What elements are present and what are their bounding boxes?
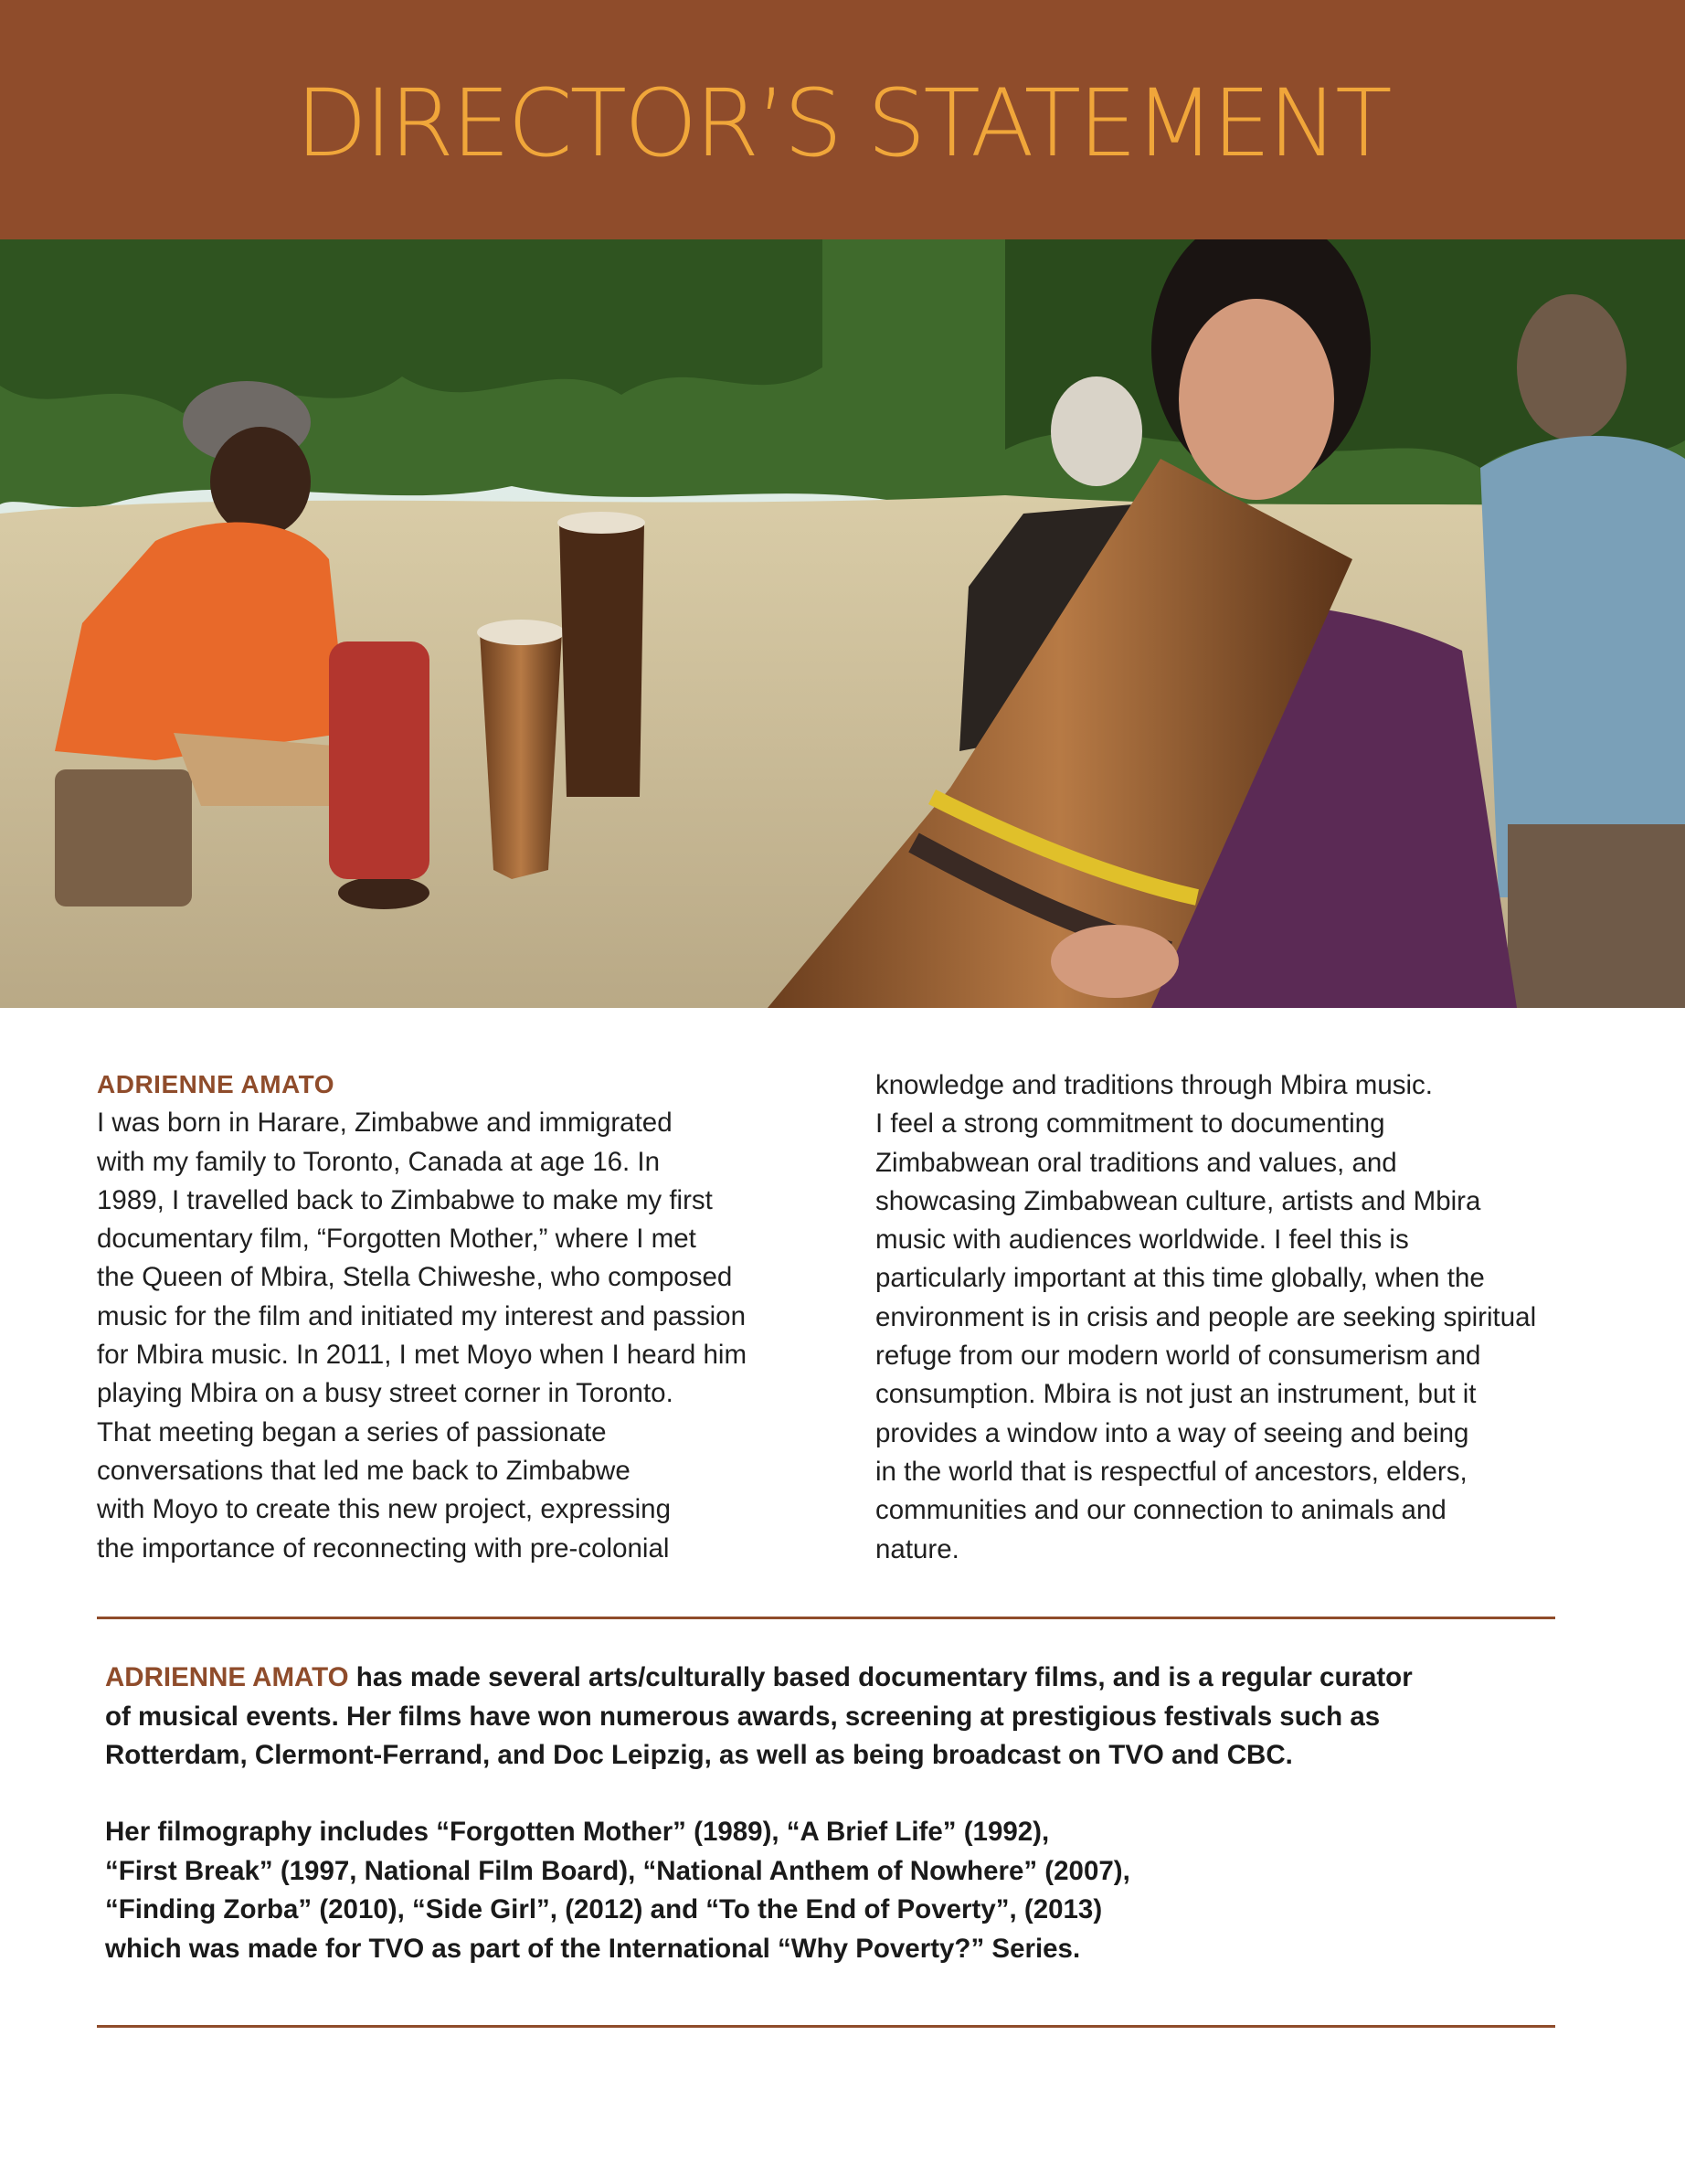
filmography-text: Her filmography includes “Forgotten Mother” (1989), “A Brief Life” (1992), “First Break” (1997, National Film Board), “National Anthem of Nowhere” (2007), “Finding Zorba” (2010), “Side Girl”, (2012) and “To the End of Poverty”, (2013) which was made for TVO as part of the International “Why Poverty?” Series. (105, 1817, 1130, 1964)
divider-top (97, 1617, 1555, 1619)
bio-filmography (105, 1813, 1585, 1968)
statement-text-right: knowledge and traditions through Mbira music. I feel a strong commitment to documenting Zimbabwean oral traditions and values, and showcasing Zimbabwean culture, artists and Mbira music with audiences worldwide. I feel this is particularly important at this time globally, when the environment is in crisis and people are seeking spiritual refuge from our modern world of consumerism and consumption. Mbira is not just an instrument, but it provides a window into a way of seeing and being in the world that is respectful of ancestors, elders, communities and our connection to animals and nature. (875, 1070, 1537, 1564)
divider-bottom (97, 2025, 1555, 2028)
statement-right-column (875, 1066, 1597, 1569)
bio-intro-text: has made several arts/culturally based documentary films, and is a regular curator of musical events. Her films have won numerous awards, screening at prestigious festivals such as Rotterdam, Clermont-Ferrand, and Doc Leipzig, as well as being broadcast on TVO and CBC. (105, 1662, 1413, 1770)
photo-drum-circle (0, 239, 1685, 1008)
bio-intro (105, 1659, 1585, 1776)
statement-author-name: ADRIENNE AMATO (97, 1070, 335, 1098)
bio-author-name: ADRIENNE AMATO (105, 1662, 349, 1692)
header-banner (0, 0, 1685, 239)
page-title: DIRECTOR’S STATEMENT (295, 69, 1390, 178)
statement-left-column (97, 1065, 810, 1568)
statement-text-left: I was born in Harare, Zimbabwe and immigrated with my family to Toronto, Canada at age 16. In 1989, I travelled back to Zimbabwe to make my first documentary film, “Forgotten Mother,” where I met the Queen of Mbira, Stella Chiweshe, who composed music for the film and initiated my interest and passion for Mbira music. In 2011, I met Moyo when I heard him playing Mbira on a busy street corner in Toronto. That meeting began a series of passionate conversations that led me back to Zimbabwe with Moyo to create this new project, expressing the importance of reconnecting with pre-colonial (97, 1108, 747, 1564)
